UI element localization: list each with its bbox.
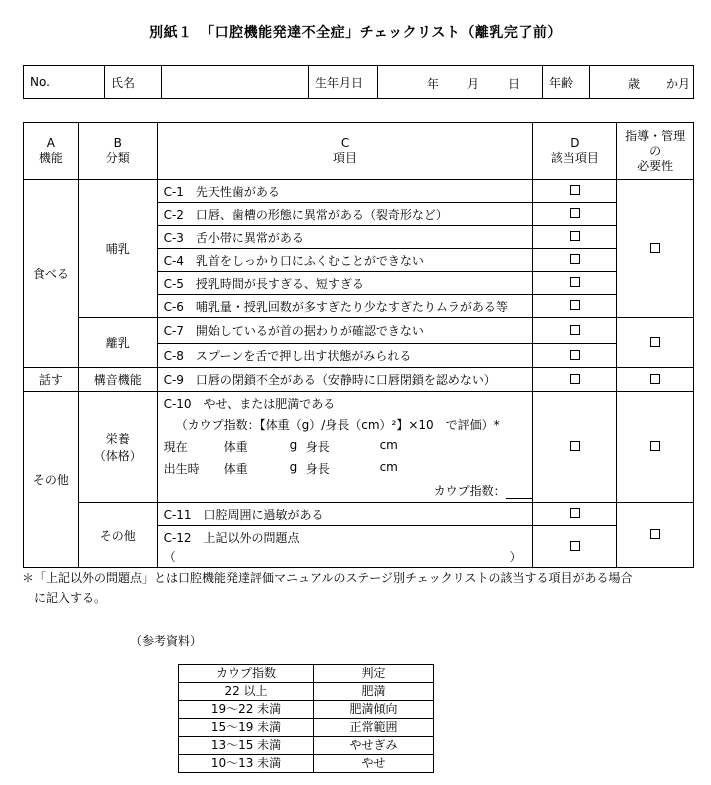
kaup-index-field[interactable]: カウプ指数：: [434, 482, 532, 499]
kaup-row-range: 19～22 未満: [179, 701, 314, 719]
kaup-row-judgment: やせ: [314, 755, 434, 773]
dob-month: 月: [467, 77, 480, 91]
item-c7: C-7 開始しているが首の据わりが確認できない: [157, 318, 533, 344]
checkbox-c2[interactable]: [533, 203, 617, 226]
header-category: B 分類: [78, 123, 157, 180]
patient-info-table: [23, 65, 694, 99]
item-c4: C-4 乳首をしっかり口にふくむことができない: [157, 249, 533, 272]
footnote-line-1: ＊「上記以外の問題点」とは口腔機能発達評価マニュアルのステージ別チェックリストの該当する項目がある場合: [22, 571, 633, 585]
dob-label: 生年月日: [309, 66, 378, 99]
item-c5: C-5 授乳時間が長すぎる、短すぎる: [157, 272, 533, 295]
item-c2: C-2 口唇、歯槽の形態に異常がある（裂奇形など）: [157, 203, 533, 226]
checkbox-c8[interactable]: [533, 344, 617, 368]
kaup-header-judgment: 判定: [314, 665, 434, 683]
kaup-formula: （カウプ指数：【体重（g）/身長（cm）²】×10 で評価）*: [175, 418, 500, 432]
kaup-row-judgment: 肥満傾向: [314, 701, 434, 719]
function-other: その他: [24, 392, 79, 568]
birth-height-label: 身長: [305, 462, 330, 476]
checkbox-c10[interactable]: [533, 392, 617, 503]
item-c9: C-9 口唇の閉鎖不全がある（安静時に口唇閉鎖を認めない）: [157, 368, 533, 392]
item-c10: [157, 392, 533, 503]
category-weaning: 離乳: [78, 318, 157, 368]
checkbox-c3[interactable]: [533, 226, 617, 249]
checkbox-c7[interactable]: [533, 318, 617, 344]
c12-paren-open: （: [163, 550, 176, 564]
kaup-row-judgment: やせぎみ: [314, 737, 434, 755]
dob-day: 日: [508, 77, 521, 91]
birth-height-unit: cm: [379, 460, 398, 474]
name-label: 氏名: [105, 66, 162, 99]
c12-paren-close: ）: [509, 550, 522, 564]
checkbox-c5[interactable]: [533, 272, 617, 295]
footnote-line-2: に記入する。: [34, 591, 107, 605]
category-other: その他: [78, 503, 157, 568]
header-need: 指導・管理 の 必要性: [617, 123, 694, 180]
checkbox-c1[interactable]: [533, 180, 617, 203]
function-speak: 話す: [24, 368, 79, 392]
item-c10-title: C-10 やせ、または肥満である: [163, 397, 336, 411]
category-articulation: 構音機能: [78, 368, 157, 392]
current-label: 現在: [163, 440, 188, 454]
category-nursing: 哺乳: [78, 180, 157, 318]
function-eat: 食べる: [24, 180, 79, 368]
item-c8: C-8 スプーンを舌で押し出す状態がみられる: [157, 344, 533, 368]
checklist-table: [23, 122, 694, 568]
kaup-row-range: 10～13 未満: [179, 755, 314, 773]
current-weight-label: 体重: [223, 440, 248, 454]
checkbox-need-weaning[interactable]: [617, 318, 694, 368]
checkbox-need-speak[interactable]: [617, 368, 694, 392]
footnote: [22, 568, 702, 608]
kaup-row-range: 13～15 未満: [179, 737, 314, 755]
header-applicable: D 該当項目: [533, 123, 617, 180]
checkbox-need-nutrition[interactable]: [617, 392, 694, 503]
item-c12: [157, 526, 533, 568]
age-months-unit: か月: [666, 77, 691, 91]
checkbox-c6[interactable]: [533, 295, 617, 318]
checkbox-c11[interactable]: [533, 503, 617, 526]
item-c1: C-1 先天性歯がある: [157, 180, 533, 203]
item-c6: C-6 哺乳量・授乳回数が多すぎたり少なすぎたりムラがある等: [157, 295, 533, 318]
kaup-header-index: カウプ指数: [179, 665, 314, 683]
dob-field[interactable]: [378, 66, 543, 99]
checkbox-c9[interactable]: [533, 368, 617, 392]
checkbox-need-nursing[interactable]: [617, 180, 694, 318]
no-label: No.: [24, 66, 105, 99]
reference-label: （参考資料）: [130, 634, 203, 648]
item-c3: C-3 舌小帯に異常がある: [157, 226, 533, 249]
current-weight-unit: g: [289, 438, 298, 452]
checkbox-need-other[interactable]: [617, 503, 694, 568]
age-label: 年齢: [543, 66, 590, 99]
birth-weight-unit: g: [289, 460, 298, 474]
item-c12-label: C-12 上記以外の問題点: [163, 531, 300, 545]
name-field[interactable]: [162, 66, 309, 99]
age-field[interactable]: [590, 66, 694, 99]
current-height-unit: cm: [379, 438, 398, 452]
birth-weight-label: 体重: [223, 462, 248, 476]
age-years-unit: 歳: [628, 77, 641, 91]
category-nutrition: 栄養 （体格）: [78, 392, 157, 503]
checkbox-c12[interactable]: [533, 526, 617, 568]
header-function: A 機能: [24, 123, 79, 180]
dob-year: 年: [427, 77, 440, 91]
kaup-row-range: 15～19 未満: [179, 719, 314, 737]
header-item: C 項目: [157, 123, 533, 180]
kaup-row-judgment: 正常範囲: [314, 719, 434, 737]
checkbox-c4[interactable]: [533, 249, 617, 272]
kaup-row-judgment: 肥満: [314, 683, 434, 701]
kaup-index-table: [178, 664, 434, 773]
page-title: 別紙１ 「口腔機能発達不全症」チェックリスト（離乳完了前）: [149, 25, 562, 41]
kaup-row-range: 22 以上: [179, 683, 314, 701]
birth-label: 出生時: [163, 462, 200, 476]
current-height-label: 身長: [305, 440, 330, 454]
item-c11: C-11 口腔周囲に過敏がある: [157, 503, 533, 526]
